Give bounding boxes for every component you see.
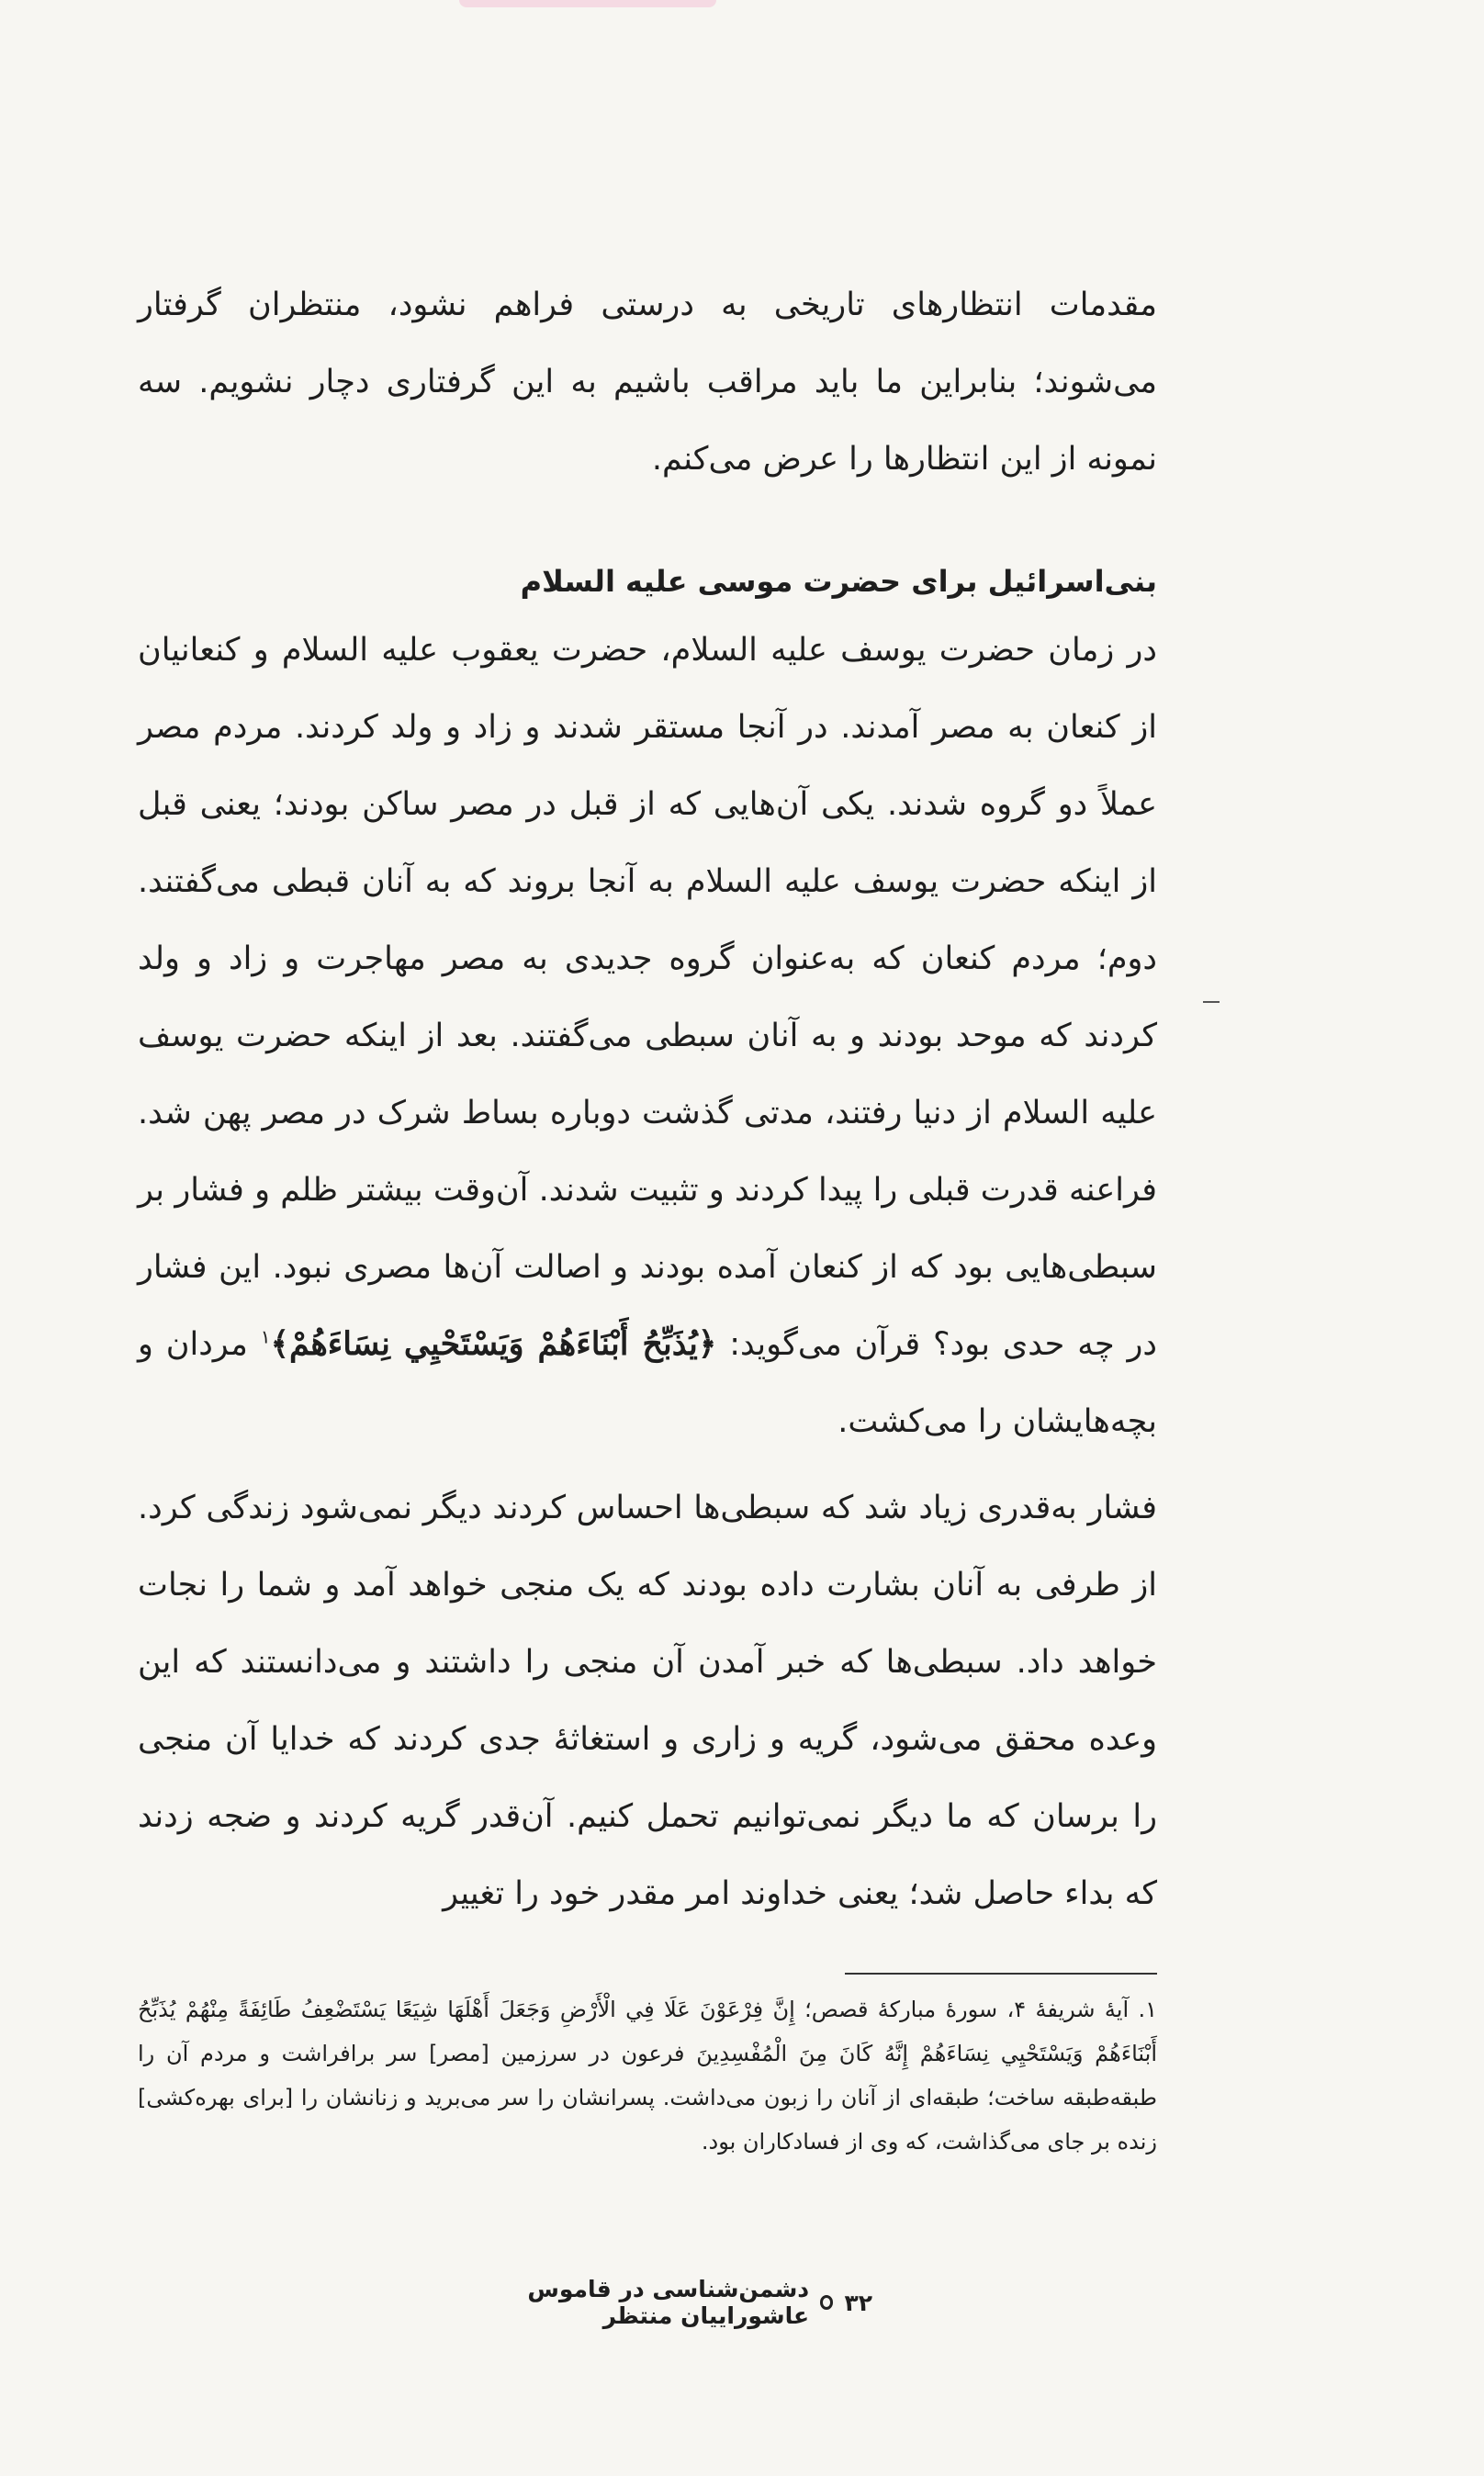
book-title: دشمن‌شناسی در قاموس عاشوراییان منتظر: [527, 2276, 810, 2329]
bullet-icon: [820, 2295, 833, 2310]
page-edge-mark: [459, 0, 716, 7]
intro-paragraph: مقدمات انتظارهای تاریخی به درستی فراهم نشود، منتظران گرفتار می‌شوند؛ بنابراین ما باید مراقب باشیم به این گرفتاری دچار نشویم. سه نمونه از این انتظارها را عرض می‌کنم.: [138, 287, 1157, 478]
page-body: [138, 266, 1157, 2164]
section-heading: بنی‌اسرائیل برای حضرت موسی علیه السلام: [520, 564, 1157, 599]
footnote-reference[interactable]: ۱: [260, 1325, 271, 1348]
quran-quote: يُذَبِّحُ أَبْنَاءَهُمْ وَيَسْتَحْيِي نِسَاءَهُمْ: [289, 1325, 698, 1363]
quote-close-bracket: ﴾: [270, 1326, 290, 1363]
footnote-divider: [845, 1973, 1157, 1975]
paragraph-one-ending: مردان و بچه‌هایشان را می‌کشت.: [138, 1326, 1157, 1440]
page-number: ۳۲: [844, 2289, 872, 2316]
paragraph-one-text: در زمان حضرت یوسف علیه السلام، حضرت یعقوب علیه السلام و کنعانیان از کنعان به مصر آمدند. در آنجا مستقر شدند و زاد و ولد کردند. مردم مصر عملاً دو گروه شدند. یکی آن‌هایی که از قبل در مصر ساکن بودند؛ یعنی قبل از اینکه حضرت یوسف علیه السلام به آنجا بروند که به آنان قبطی می‌گفتند. دوم؛ مردم کنعان که به‌عنوان گروه جدیدی به مصر مهاجرت و زاد و ولد کردند که موحد بودند و به آنان سبطی می‌گفتند. بعد از اینکه حضرت یوسف علیه السلام از دنیا رفتند، مدتی گذشت دوباره بساط شرک در مصر پهن شد. فراعنه قدرت قبلی را پیدا کردند و تثبیت شدند. آن‌وقت بیشتر ظلم و فشار بر سبطی‌هایی بود که از کنعان آمده بودند و اصالت آن‌ها مصری نبود. این فشار در چه حدی بود؟ قرآن می‌گوید:: [138, 632, 1157, 1363]
margin-mark: [1203, 1001, 1220, 1003]
footnote: ۱. آیهٔ شریفهٔ ۴، سورهٔ مبارکهٔ قصص؛ إِنَّ فِرْعَوْنَ عَلَا فِي الْأَرْضِ وَجَعَلَ أَهْلَهَا شِيَعًا يَسْتَضْعِفُ طَائِفَةً مِنْهُمْ يُذَبِّحُ أَبْنَاءَهُمْ وَيَسْتَحْيِي نِسَاءَهُمْ إِنَّهُ كَانَ مِنَ الْمُفْسِدِينَ فرعون در سرزمین [مصر] سر برافراشت و مردم آن را طبقه‌طبقه ساخت؛ طبقه‌ای از آنان را زبون می‌داشت. پسرانشان را سر می‌برید و زنانشان را [برای بهره‌کشی] زنده بر جای می‌گذاشت، که وی از فسادکاران بود.: [138, 1997, 1157, 2155]
paragraph-two: فشار به‌قدری زیاد شد که سبطی‌ها احساس کردند دیگر نمی‌شود زندگی کرد. از طرفی به آنان بشارت داده بودند که یک منجی خواهد آمد و شما را نجات خواهد داد. سبطی‌ها که خبر آمدن آن منجی را داشتند و می‌دانستند که این وعده محقق می‌شود، گریه و زاری و استغاثهٔ جدی کردند که خدایا آن منجی را برسان که ما دیگر نمی‌توانیم تحمل کنیم. آن‌قدر گریه کردند و ضجه زدند که بداء حاصل شد؛ یعنی خداوند امر مقدر خود را تغییر: [138, 1490, 1157, 1912]
paragraph-one: [138, 612, 1157, 1460]
page-footer: [395, 2276, 872, 2329]
quote-open-bracket: ﴿: [697, 1326, 717, 1363]
